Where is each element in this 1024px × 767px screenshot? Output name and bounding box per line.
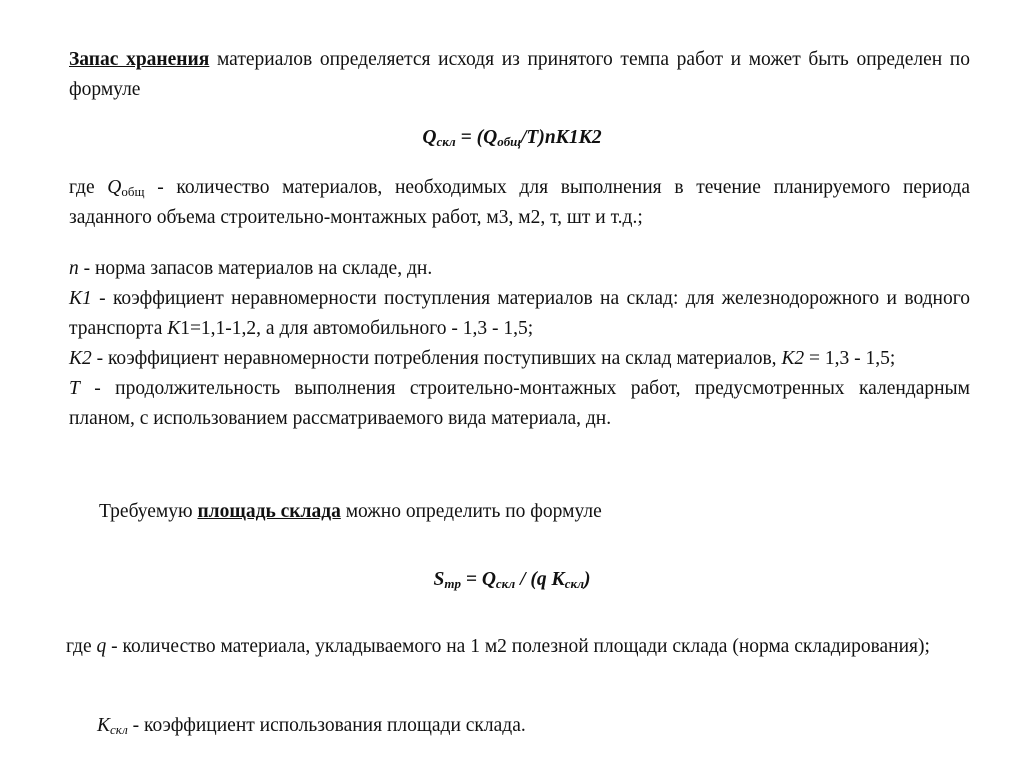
formula-subscript: скл xyxy=(495,576,516,591)
paragraph-lead: где xyxy=(69,177,108,198)
symbol-t: Т xyxy=(69,378,80,399)
definition-k1 xyxy=(69,284,970,344)
paragraph-storage-stock xyxy=(69,45,970,105)
definition-text: 1=1,1-1,2, а для автомобильного - 1,3 - 1,5; xyxy=(180,318,534,339)
paragraph-text: - количество материалов, необходимых для выполнения в течение планируемого периода заданного объема строительно-монтажных работ, м3, м2, т, шт и т.д.; xyxy=(69,177,970,228)
formula-part: = ( xyxy=(455,127,484,148)
formula-storage-stock xyxy=(0,123,1024,153)
definition-text: - коэффициент неравномерности потребления поступивших на склад материалов, xyxy=(91,348,782,369)
formula-part: /T)nК1К2 xyxy=(521,127,602,148)
formula-symbol: S xyxy=(433,569,445,590)
formula-part: = Q xyxy=(460,569,496,590)
paragraph-text: материалов определяется исходя из принятого темпа работ и может быть определен по формуле xyxy=(69,49,970,100)
definition-n xyxy=(69,254,970,284)
formula-subscript: общ xyxy=(497,134,522,149)
symbol-q: q xyxy=(96,636,107,657)
definition-text: - коэффициент неравномерности поступления материалов на склад: для железнодорожного и водного транспорта xyxy=(69,288,970,339)
paragraph-k-usage xyxy=(97,711,977,741)
symbol-k1: К1 xyxy=(69,288,92,309)
formula-symbol: Q xyxy=(483,127,498,148)
formula-symbol: Q xyxy=(422,127,437,148)
paragraph-warehouse-area xyxy=(69,497,970,527)
formula-part: / (q К xyxy=(515,569,565,590)
paragraph-text: - коэффициент использования площади склада. xyxy=(127,715,526,736)
paragraph-q-total xyxy=(69,173,970,233)
symbol-subscript: общ xyxy=(121,184,145,199)
symbol-k2: К2 xyxy=(69,348,92,369)
definitions-list xyxy=(69,254,970,434)
term-warehouse-area: площадь склада xyxy=(197,501,341,522)
definition-text: = 1,3 - 1,5; xyxy=(804,348,896,369)
symbol-k: К xyxy=(167,318,181,339)
paragraph-lead: Требуемую xyxy=(99,501,198,522)
formula-subscript: скл xyxy=(436,134,456,149)
definition-text: - продолжительность выполнения строительно-монтажных работ, предусмотренных календарным планом, с использованием рассматриваемого вида материала, дн. xyxy=(69,378,970,429)
definition-text: - норма запасов материалов на складе, дн. xyxy=(78,258,433,279)
definition-t xyxy=(69,374,970,434)
symbol-k2: К2 xyxy=(781,348,805,369)
definition-k2 xyxy=(69,344,970,374)
paragraph-lead: где xyxy=(66,636,97,657)
formula-part: ) xyxy=(584,569,591,590)
term-storage-stock: Запас хранения xyxy=(69,49,210,70)
paragraph-text: - количество материала, укладываемого на 1 м2 полезной площади склада (норма складирования); xyxy=(106,636,930,657)
symbol-k: К xyxy=(97,715,110,736)
symbol-q: Q xyxy=(107,177,122,198)
paragraph-q-norm xyxy=(36,632,980,662)
symbol-n: n xyxy=(69,258,79,279)
symbol-subscript: скл xyxy=(109,722,128,737)
formula-subscript: скл xyxy=(564,576,585,591)
formula-warehouse-area xyxy=(0,565,1024,595)
formula-subscript: тр xyxy=(444,576,461,591)
paragraph-text: можно определить по формуле xyxy=(340,501,602,522)
